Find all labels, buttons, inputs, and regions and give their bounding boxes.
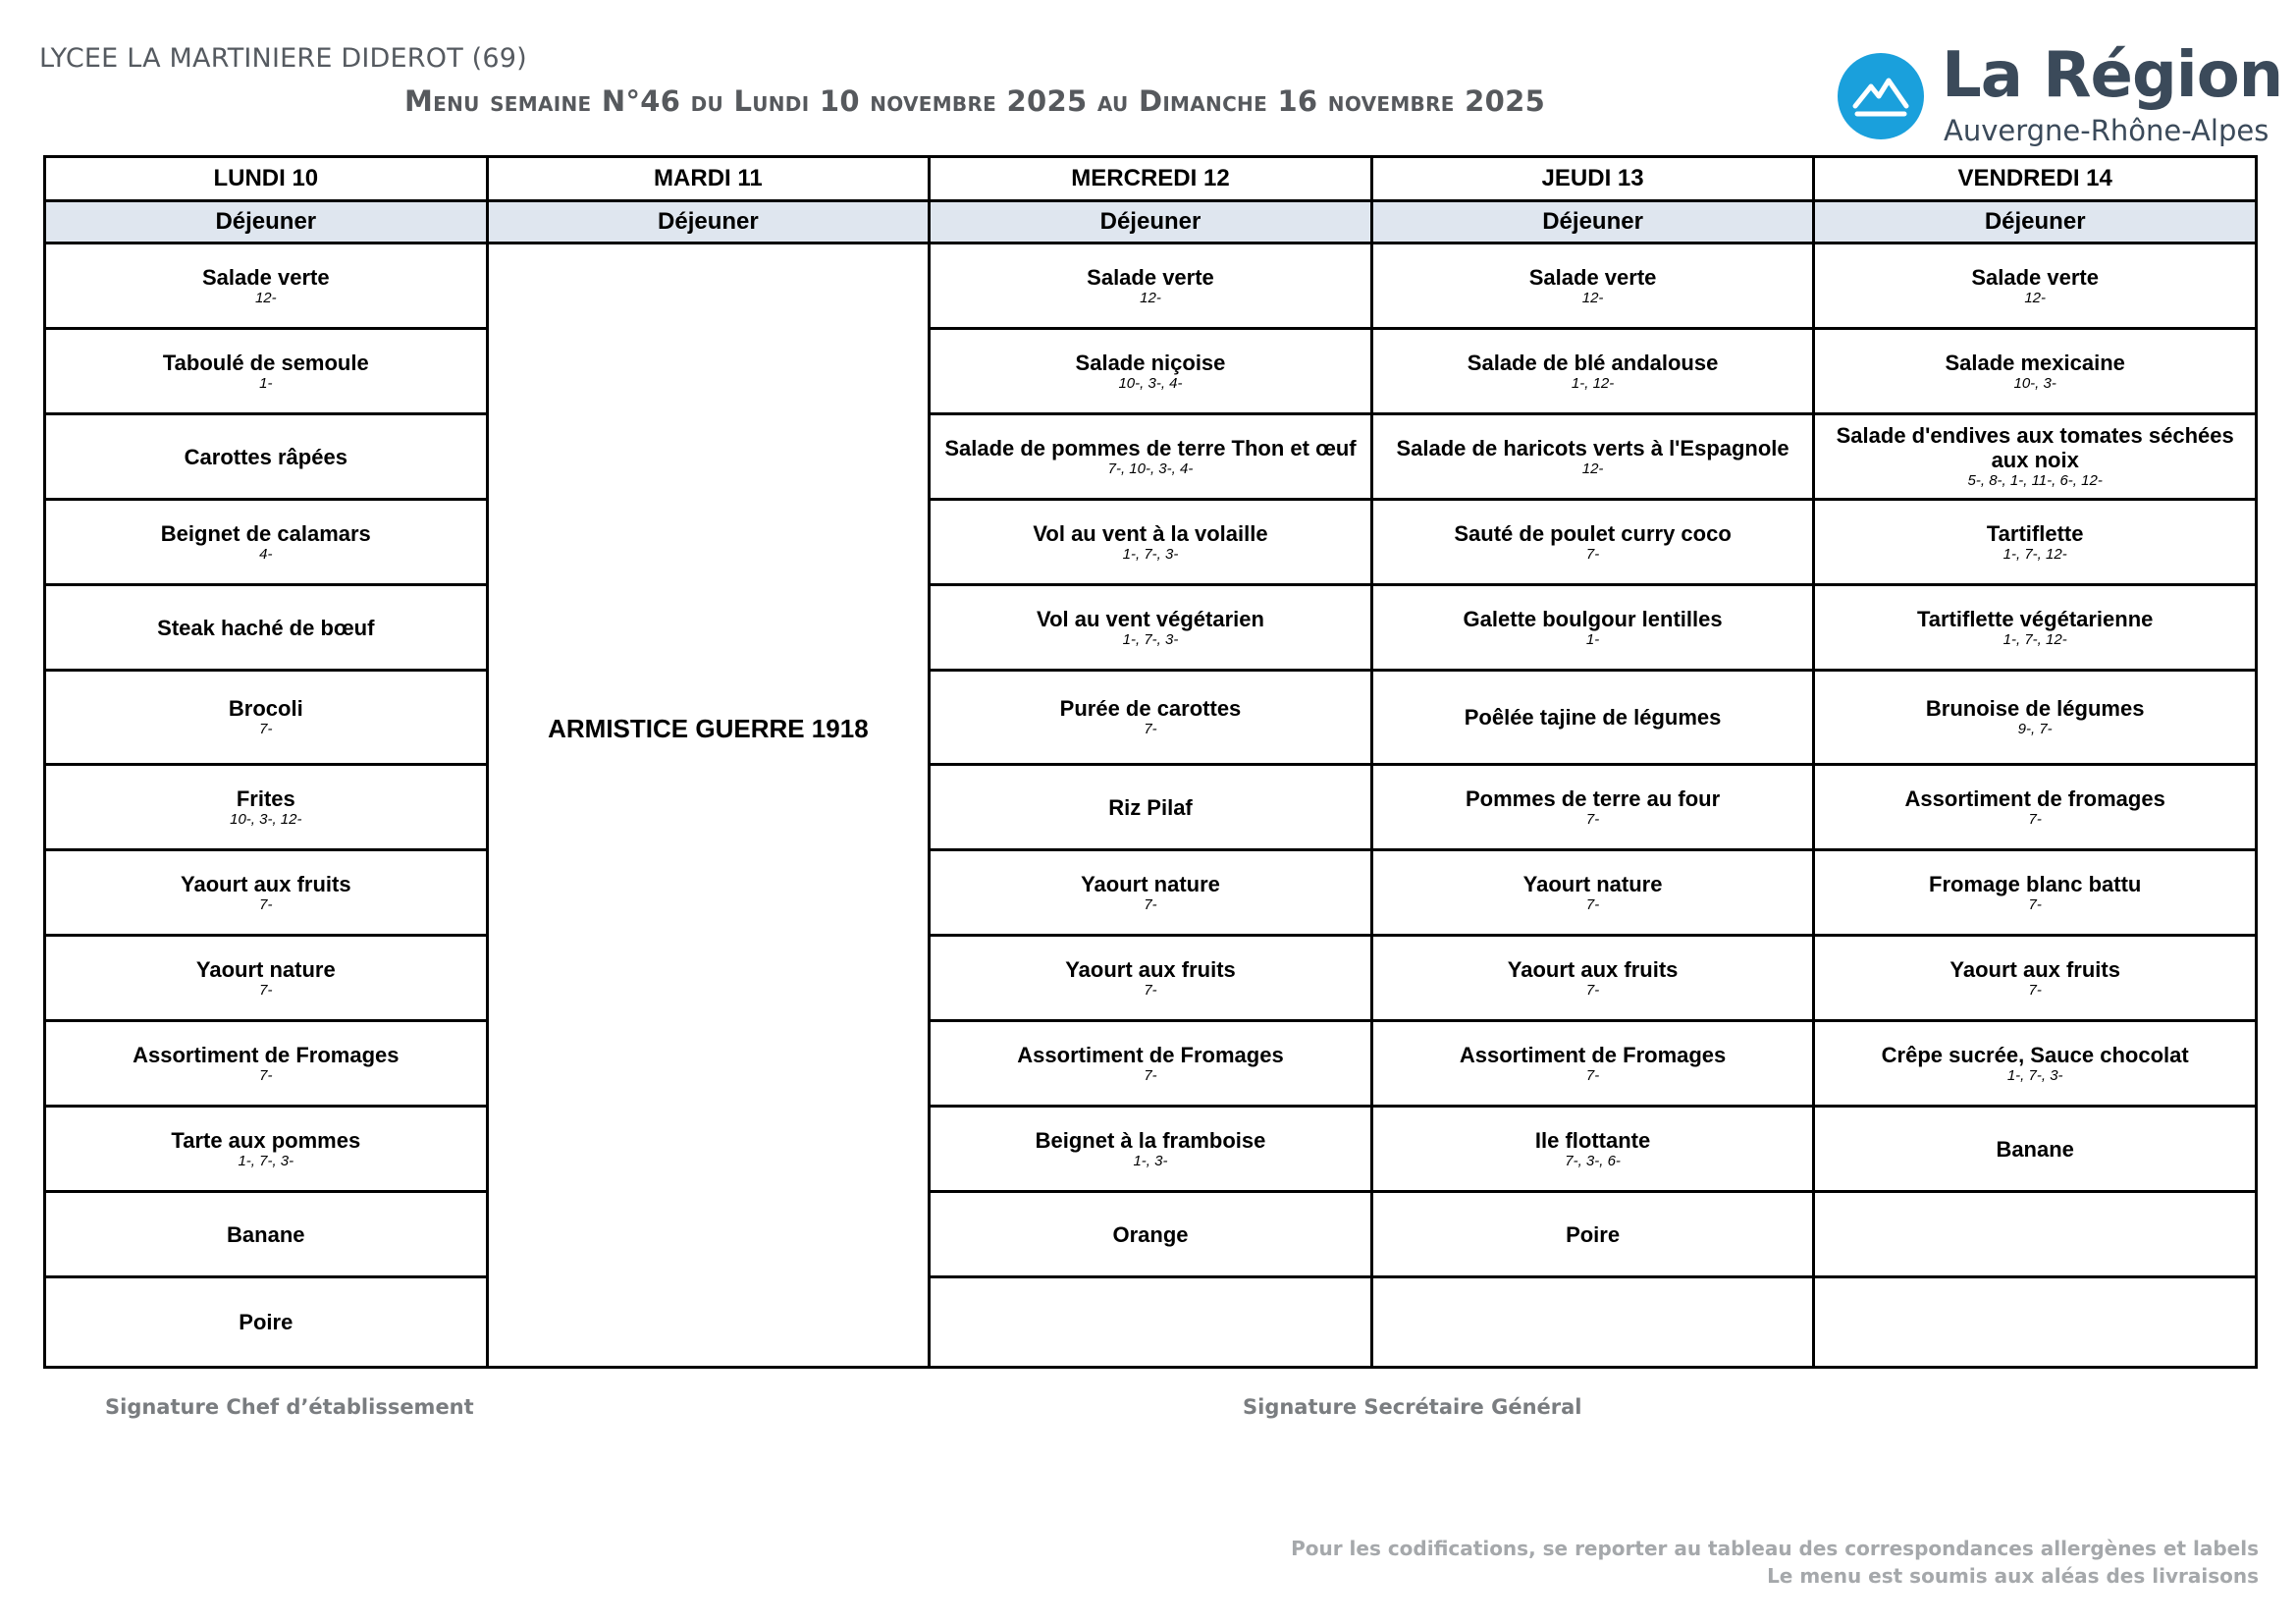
dish-name: Steak haché de bœuf (157, 615, 375, 640)
allergen-codes: 7-, 10-, 3-, 4- (1107, 460, 1194, 477)
dish-name: Poire (1566, 1221, 1621, 1247)
dish-name: Brocoli (228, 696, 303, 721)
allergen-codes: 7- (1144, 1066, 1157, 1084)
menu-row (45, 1192, 2257, 1277)
day-header: VENDREDI 14 (1814, 157, 2257, 201)
dish-name: Crêpe sucrée, Sauce chocolat (1881, 1042, 2189, 1067)
allergen-codes: 7-, 3-, 6- (1565, 1152, 1621, 1169)
menu-cell (1371, 1192, 1814, 1277)
menu-cell (1814, 585, 2257, 671)
menu-cell (1371, 936, 1814, 1021)
dish-name: Yaourt nature (1522, 871, 1663, 896)
dish-name: Salade verte (1087, 264, 1214, 290)
menu-cell (45, 585, 488, 671)
dish-name: Salade de blé andalouse (1467, 350, 1719, 375)
day-header: JEUDI 13 (1371, 157, 1814, 201)
allergen-codes: 7- (2028, 895, 2042, 913)
region-logo-icon (1838, 53, 1924, 139)
allergen-codes: 1-, 7-, 3- (2006, 1066, 2063, 1084)
dish-name: Poire (239, 1310, 294, 1334)
dish-name: Salade de haricots verts à l'Espagnole (1396, 435, 1789, 460)
allergen-codes: 1-, 12- (1571, 374, 1615, 392)
menu-cell (45, 414, 488, 500)
allergen-codes: 10-, 3-, 4- (1118, 374, 1183, 392)
dish-name: Poêlée tajine de légumes (1464, 705, 1722, 730)
menu-cell (1371, 1277, 1814, 1368)
menu-cell (930, 1192, 1372, 1277)
allergen-codes: 7- (259, 1066, 273, 1084)
menu-cell (930, 1021, 1372, 1107)
allergen-codes: 12- (1140, 289, 1161, 306)
dish-name: Yaourt aux fruits (1065, 956, 1236, 982)
menu-cell (45, 1107, 488, 1192)
dish-name: Taboulé de semoule (162, 350, 369, 375)
meal-header: Déjeuner (1371, 201, 1814, 244)
menu-cell (930, 329, 1372, 414)
meal-header: Déjeuner (930, 201, 1372, 244)
menu-title: Menu semaine N°46 du Lundi 10 novembre 2025 au Dimanche 16 novembre 2025 (404, 84, 1546, 118)
allergen-codes: 9-, 7- (2017, 721, 2053, 737)
region-logo-subtitle: Auvergne-Rhône-Alpes (1944, 114, 2269, 147)
allergen-codes: 1- (259, 374, 273, 392)
allergen-codes: 1-, 7-, 12- (2002, 630, 2067, 648)
menu-cell (45, 244, 488, 329)
allergen-codes: 7- (1585, 981, 1600, 999)
dish-name: Galette boulgour lentilles (1463, 606, 1723, 631)
allergen-codes: 12- (1581, 460, 1604, 477)
day-header-row (45, 157, 2257, 201)
menu-row (45, 1107, 2257, 1192)
menu-cell (1814, 244, 2257, 329)
menu-row (45, 765, 2257, 850)
menu-row (45, 1021, 2257, 1107)
menu-cell (930, 850, 1372, 936)
menu-row (45, 585, 2257, 671)
dish-name: Vol au vent végétarien (1037, 606, 1264, 631)
menu-row (45, 244, 2257, 329)
dish-name: Yaourt aux fruits (1949, 956, 2120, 982)
dish-name: Beignet à la framboise (1035, 1127, 1266, 1153)
dish-name: Tartiflette végétarienne (1916, 606, 2154, 631)
menu-cell (45, 765, 488, 850)
allergen-codes: 7- (1585, 1066, 1600, 1084)
menu-cell (930, 414, 1372, 500)
menu-cell (45, 850, 488, 936)
menu-cell (930, 585, 1372, 671)
day-header: LUNDI 10 (45, 157, 488, 201)
dish-name: Yaourt aux fruits (1507, 956, 1679, 982)
menu-body (45, 244, 2257, 1368)
menu-cell (930, 671, 1372, 765)
menu-row (45, 936, 2257, 1021)
dish-name: Salade mexicaine (1945, 350, 2125, 375)
menu-cell (1814, 1107, 2257, 1192)
dish-name: Yaourt nature (1081, 871, 1220, 896)
allergen-codes: 12- (254, 289, 277, 306)
dish-name: Tarte aux pommes (171, 1127, 361, 1153)
dish-name: Carottes râpées (184, 444, 347, 469)
allergen-codes: 1-, 7-, 3- (1122, 545, 1179, 563)
allergen-codes: 7- (1585, 895, 1600, 913)
signature-chef: Signature Chef d’établissement (105, 1395, 474, 1419)
menu-row (45, 414, 2257, 500)
allergen-codes: 7- (259, 981, 273, 999)
allergen-codes: 5-, 8-, 1-, 11-, 6-, 12- (1967, 472, 2103, 489)
closed-label: ARMISTICE GUERRE 1918 (548, 714, 869, 743)
menu-row (45, 671, 2257, 765)
allergen-codes: 7- (2028, 810, 2042, 828)
menu-cell (1814, 1277, 2257, 1368)
allergen-codes: 1- (1585, 630, 1600, 648)
dish-name: Yaourt nature (195, 956, 336, 982)
dish-name: Ile flottante (1534, 1127, 1651, 1153)
allergen-codes: 10-, 3-, 12- (230, 810, 302, 828)
footer-line: Pour les codifications, se reporter au tableau des correspondances allergènes et labels (1291, 1537, 2259, 1560)
allergen-codes: 12- (2024, 289, 2047, 306)
menu-cell (1371, 414, 1814, 500)
school-name: LYCEE LA MARTINIERE DIDEROT (69) (39, 43, 527, 74)
dish-name: Banane (227, 1221, 305, 1247)
menu-cell (1371, 765, 1814, 850)
menu-cell (930, 500, 1372, 585)
meal-header: Déjeuner (487, 201, 930, 244)
menu-cell (45, 671, 488, 765)
allergen-codes: 1-, 7-, 12- (2002, 545, 2067, 563)
menu-cell (1371, 671, 1814, 765)
allergen-codes: 1-, 7-, 3- (238, 1152, 294, 1169)
menu-row (45, 850, 2257, 936)
menu-cell (930, 244, 1372, 329)
dish-name: Brunoise de légumes (1925, 696, 2145, 721)
menu-cell (1371, 850, 1814, 936)
dish-name: Assortiment de Fromages (1459, 1042, 1727, 1067)
dish-name: Purée de carottes (1059, 696, 1242, 721)
menu-cell (1371, 329, 1814, 414)
menu-cell (1371, 500, 1814, 585)
allergen-codes: 7- (1144, 895, 1157, 913)
dish-name: Vol au vent à la volaille (1033, 520, 1268, 546)
menu-cell (1371, 585, 1814, 671)
menu-cell (45, 329, 488, 414)
menu-cell (1371, 244, 1814, 329)
signature-secretaire: Signature Secrétaire Général (1243, 1395, 1582, 1419)
meal-header: Déjeuner (1814, 201, 2257, 244)
dish-name: Frites (236, 785, 295, 811)
menu-row (45, 500, 2257, 585)
region-logo-title: La Région (1942, 39, 2283, 112)
dish-name: Tartiflette (1986, 520, 2084, 546)
dish-name: Salade de pommes de terre Thon et œuf (944, 435, 1357, 460)
allergen-codes: 7- (1144, 981, 1157, 999)
dish-name: Pommes de terre au four (1465, 785, 1721, 811)
allergen-codes: 7- (2028, 981, 2042, 999)
menu-cell (930, 936, 1372, 1021)
menu-cell (930, 1277, 1372, 1368)
closed-day-cell (487, 244, 930, 1368)
menu-cell (45, 1277, 488, 1368)
dish-name: Assortiment de Fromages (1017, 1042, 1284, 1067)
meal-header-row (45, 201, 2257, 244)
menu-row (45, 329, 2257, 414)
menu-row (45, 1277, 2257, 1368)
menu-cell (930, 1107, 1372, 1192)
dish-name: Beignet de calamars (160, 520, 371, 546)
dish-name: Salade d'endives aux tomates séchées aux noix (1836, 423, 2234, 472)
dish-name: Yaourt aux fruits (181, 871, 351, 896)
day-header: MERCREDI 12 (930, 157, 1372, 201)
menu-table (43, 155, 2258, 1369)
menu-cell (45, 936, 488, 1021)
menu-cell (1814, 671, 2257, 765)
menu-cell (45, 1021, 488, 1107)
menu-cell (1814, 414, 2257, 500)
menu-cell (1814, 850, 2257, 936)
dish-name: Banane (1996, 1136, 2074, 1162)
dish-name: Assortiment de fromages (1904, 785, 2165, 811)
menu-cell (45, 500, 488, 585)
allergen-codes: 7- (1585, 545, 1600, 563)
menu-cell (1814, 1021, 2257, 1107)
day-header: MARDI 11 (487, 157, 930, 201)
footer-line: Le menu est soumis aux aléas des livraisons (1767, 1564, 2259, 1588)
allergen-codes: 7- (1144, 721, 1157, 737)
footer-note (1291, 1535, 2259, 1590)
menu-cell (45, 1192, 488, 1277)
menu-cell (1814, 936, 2257, 1021)
allergen-codes: 1-, 3- (1133, 1152, 1168, 1169)
menu-cell (1814, 1192, 2257, 1277)
allergen-codes: 10-, 3- (2013, 374, 2056, 392)
menu-cell (1814, 329, 2257, 414)
menu-cell (1814, 765, 2257, 850)
menu-cell (1371, 1107, 1814, 1192)
dish-name: Salade verte (201, 264, 330, 290)
dish-name: Riz Pilaf (1108, 794, 1193, 820)
menu-cell (1814, 500, 2257, 585)
region-logo (1838, 39, 2283, 151)
allergen-codes: 7- (259, 895, 273, 913)
menu-cell (1371, 1021, 1814, 1107)
allergen-codes: 4- (259, 545, 273, 563)
menu-cell (930, 765, 1372, 850)
dish-name: Salade niçoise (1075, 350, 1226, 375)
allergen-codes: 12- (1581, 289, 1604, 306)
dish-name: Assortiment de Fromages (133, 1042, 400, 1067)
dish-name: Orange (1112, 1221, 1189, 1247)
allergen-codes: 7- (1585, 810, 1600, 828)
meal-header: Déjeuner (45, 201, 488, 244)
allergen-codes: 1-, 7-, 3- (1122, 630, 1179, 648)
dish-name: Salade verte (1971, 264, 2099, 290)
dish-name: Salade verte (1528, 264, 1657, 290)
dish-name: Sauté de poulet curry coco (1454, 520, 1732, 546)
dish-name: Fromage blanc battu (1929, 871, 2142, 896)
allergen-codes: 7- (259, 721, 273, 737)
